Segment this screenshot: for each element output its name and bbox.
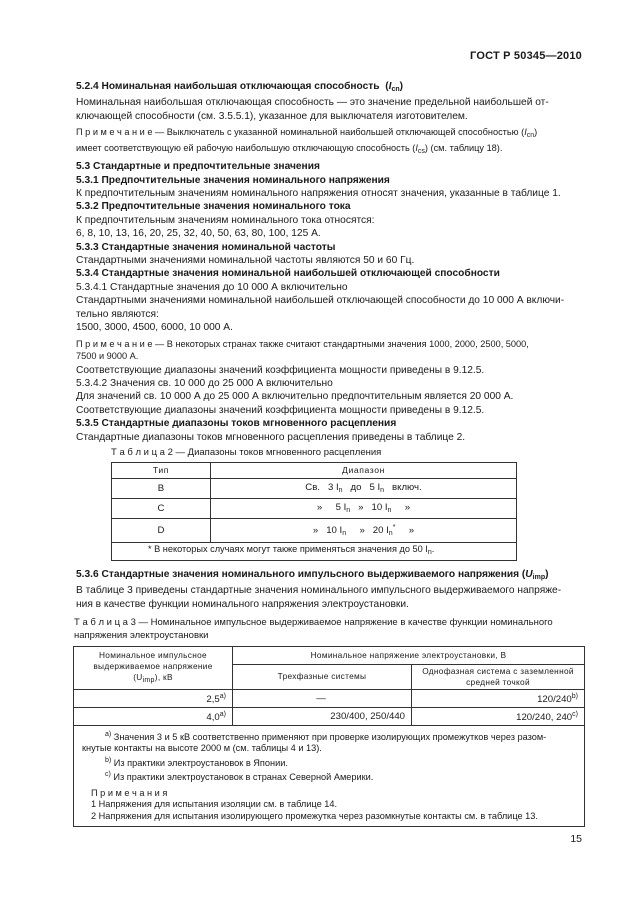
table3-caption xyxy=(74,616,585,643)
range-part-b: до 5 I xyxy=(342,481,381,493)
note-5-2-4 xyxy=(76,126,585,158)
table2-footnote xyxy=(112,543,517,560)
table3-notes-label: П р и м е ч а н и я xyxy=(91,787,168,798)
cell-value: 120/240, 240 xyxy=(516,712,573,724)
section-5-3-5-heading: 5.3.5 Стандартные диапазоны токов мгновенного расцепления xyxy=(76,418,397,430)
table-row xyxy=(74,689,585,707)
table2-range-b xyxy=(211,479,517,499)
para-5-3-2-a: К предпочтительным значениям номинального тока относятся: xyxy=(76,214,375,226)
section-5-3-4-heading: 5.3.4 Стандартные значения номинальной наибольшей отключающей способности xyxy=(76,268,500,280)
head-line3a: (U xyxy=(133,671,143,682)
para-power-factor-2: Соответствующие диапазоны значений коэффициента мощности приведены в 9.12.5. xyxy=(76,404,485,416)
section-5-3-6-heading xyxy=(76,568,585,584)
fn-mark: c) xyxy=(104,771,111,779)
table3-caption-text2: напряжения электроустановки xyxy=(74,630,209,642)
para-5-3-4-1-line1: Стандартными значениями номинальной наибольшей отключающей способности до 10 000 А включи- xyxy=(76,295,565,307)
note-symbol-2: I xyxy=(415,143,418,154)
note-5-3-4-1 xyxy=(76,338,585,362)
range-part-c: включ. xyxy=(384,481,422,493)
para-5-3-4-1-values: 1500, 3000, 4500, 6000, 10 000 А. xyxy=(76,322,233,334)
table3-header-row-1 xyxy=(74,646,585,664)
cell-value: 2,5 xyxy=(206,694,220,706)
table2-caption-label: Т а б л и ц а 2 xyxy=(111,446,173,458)
head-single-line1: Однофазная система с заземленной xyxy=(422,665,574,676)
table3 xyxy=(73,646,585,828)
range-part-c: » xyxy=(395,525,415,537)
section-5-3-3-heading: 5.3.3 Стандартные значения номинальной частоты xyxy=(76,241,336,253)
table2-header-row xyxy=(112,463,517,479)
fn-mark: b) xyxy=(104,756,112,764)
spacer xyxy=(76,561,585,568)
table3-footnote-c xyxy=(82,769,576,784)
fn-text: Из практики электроустановок в Японии. xyxy=(111,757,288,768)
para-power-factor-1: Соответствующие диапазоны значений коэффициента мощности приведены в 9.12.5. xyxy=(76,364,485,376)
table2 xyxy=(111,462,517,560)
range-sub: n xyxy=(380,486,385,494)
para-5-3-4-2: Для значений св. 10 000 А до 25 000 А включительно предпочтительным является 20 000 А. xyxy=(76,391,514,403)
note-text-a: — Выключатель с указанной номинальной наибольшей отключающей способностью ( xyxy=(152,127,525,138)
range-sub: n xyxy=(387,506,392,514)
subsection-5-3-4-2: 5.3.4.2 Значения св. 10 000 до 25 000 А включительно xyxy=(76,377,333,389)
subsection-5-3-4-1: 5.3.4.1 Стандартные значения до 10 000 А включительно xyxy=(76,281,348,293)
table2-caption-text: — Диапазоны токов мгновенного расцепления xyxy=(172,446,382,458)
fn-text: Из практики электроустановок в странах Северной Америки. xyxy=(110,772,374,783)
table3-head-uimp xyxy=(74,646,233,689)
para-5-3-2-b: 6, 8, 10, 13, 16, 20, 25, 32, 40, 50, 63, 80, 100, 125 А. xyxy=(76,228,321,240)
fn-mark: a) xyxy=(104,730,112,738)
range-part-b: » 10 I xyxy=(350,501,388,513)
range-sub: n xyxy=(338,486,343,494)
note-symbol-sub: cn xyxy=(526,132,535,140)
range-part-a: Св. 3 I xyxy=(305,481,339,493)
para-5-3-5: Стандартные диапазоны токов мгновенного расцепления приведены в таблице 2. xyxy=(76,431,466,443)
table3-note-1: 1 Напряжения для испытания изоляции см. в таблице 14. xyxy=(91,799,338,810)
section-5-3-1-heading: 5.3.1 Предпочтительные значения номинального напряжения xyxy=(76,174,390,186)
section-5-3-heading: 5.3 Стандартные и предпочтительные значения xyxy=(76,161,320,173)
head-line3-sub: imp xyxy=(142,676,155,684)
table3-uimp-1 xyxy=(74,689,233,707)
range-sub: n xyxy=(388,530,393,538)
footnote-text: * В некоторых случаях могут также применяться значения до 50 I xyxy=(148,544,428,555)
table3-footnotes-row xyxy=(74,725,585,827)
para-5-2-4-line2: ключающей способности (см. 3.5.5.1), указанное для выключателя изготовителем. xyxy=(76,110,468,122)
standard-header: ГОСТ Р 50345—2010 xyxy=(470,50,582,62)
table2-type-b: В xyxy=(112,479,211,499)
footnote-sub: n xyxy=(427,549,432,557)
table3-head-group: Номинальное напряжение электроустановки, В xyxy=(233,646,585,664)
range-part-a: » 5 I xyxy=(316,501,347,513)
table-row xyxy=(74,707,585,725)
table3-footnote-a xyxy=(82,729,576,755)
range-part-c: » xyxy=(391,501,411,513)
table3-single-2 xyxy=(412,707,585,725)
table2-caption xyxy=(111,446,585,459)
page-number: 15 xyxy=(570,833,582,845)
table2-type-d: D xyxy=(112,519,211,543)
cell-sup: b) xyxy=(571,693,578,701)
symbol-sub: cn xyxy=(391,86,400,93)
note-text-b-end: ) (см. таблицу 18). xyxy=(424,143,503,154)
heading-text: 5.2.4 Номинальная наибольшая отключающая способность xyxy=(76,81,380,92)
symbol-icn: I xyxy=(388,81,392,92)
table2-head-type: Тип xyxy=(112,463,211,479)
para-5-2-4-line1: Номинальная наибольшая отключающая способность — это значение предельной наибольшей от- xyxy=(76,97,549,109)
note-symbol: I xyxy=(524,127,527,138)
range-part-b: » 20 I xyxy=(346,525,389,537)
table3-head-single-phase xyxy=(412,664,585,689)
range-part-a: » 10 I xyxy=(312,525,343,537)
table2-footnote-row xyxy=(112,543,517,560)
head-single-line2: средней точкой xyxy=(466,676,530,687)
heading-text: 5.3.6 Стандартные значения номинального импульсного выдерживаемого напряжения ( xyxy=(76,568,526,580)
table3-three-2: 230/400, 250/440 xyxy=(233,707,412,725)
cell-value: 120/240 xyxy=(537,694,572,706)
fn-text: Значения 3 и 5 кВ соответственно применяют при проверке изолирующих промежутков через разом- xyxy=(111,731,547,742)
cell-value: 4,0 xyxy=(206,712,220,724)
page-content xyxy=(76,80,585,827)
range-sub: n xyxy=(342,530,347,538)
cell-sup: a) xyxy=(219,693,226,701)
table3-three-1: — xyxy=(233,689,412,707)
table3-footnotes xyxy=(74,725,585,827)
head-line2: выдерживаемое напряжение xyxy=(93,660,213,671)
para-5-3-1: К предпочтительным значениям номинального напряжения относят значения, указанные в таблице 1. xyxy=(76,188,561,200)
heading-end: ) xyxy=(545,568,549,580)
para-5-3-6-line1: В таблице 3 приведены стандартные значения номинального импульсного выдерживаемого напряже- xyxy=(76,585,562,597)
para-5-3-3: Стандартными значениями номинальной частоты являются 50 и 60 Гц. xyxy=(76,255,415,267)
table-row xyxy=(112,499,517,519)
range-star: * xyxy=(392,524,396,532)
section-5-2-4-heading: 5.2.4 Номинальная наибольшая отключающая способность $(I_{cn})$ xyxy=(76,81,404,93)
note2-text-b: 7500 и 9000 А. xyxy=(76,350,139,361)
table3-note-2: 2 Напряжения для испытания изолирующего промежутка через разомкнутые контакты см. в таблице 13. xyxy=(91,810,538,821)
fn-text-2: кнутые контакты на высоте 2000 м (см. таблицы 4 и 13). xyxy=(82,743,322,754)
cell-sup: c) xyxy=(572,711,578,719)
note-text-a-end: ) xyxy=(534,127,538,138)
table3-footnote-b xyxy=(82,755,576,770)
table3-uimp-2 xyxy=(74,707,233,725)
table3-caption-text1: — Номинальное импульсное выдерживаемое напряжение в качестве функции номинального xyxy=(135,616,553,628)
footnote-end: . xyxy=(431,544,435,555)
section-5-3-2-heading: 5.3.2 Предпочтительные значения номинального тока xyxy=(76,201,351,213)
table2-range-c xyxy=(211,499,517,519)
table2-head-range: Диапазон xyxy=(211,463,517,479)
table-row xyxy=(112,479,517,499)
note2-text-a: — В некоторых странах также считают стандартными значения 1000, 2000, 2500, 5000, xyxy=(152,338,529,349)
note2-label: П р и м е ч а н и е xyxy=(76,338,153,349)
table3-head-three-phase: Трехфазные системы xyxy=(233,664,412,689)
table3-caption-label: Т а б л и ц а 3 xyxy=(74,616,136,628)
table-row xyxy=(112,519,517,543)
para-5-3-6-line2: ния в качестве функции номинального напряжения электроустановки. xyxy=(76,598,409,610)
cell-sup: a) xyxy=(219,711,226,719)
table3-single-1 xyxy=(412,689,585,707)
table2-range-d xyxy=(211,519,517,543)
symbol-sub: imp xyxy=(532,573,546,581)
table2-type-c: С xyxy=(112,499,211,519)
symbol-uimp: U xyxy=(525,568,533,580)
note-label: П р и м е ч а н и е xyxy=(76,127,153,138)
range-sub: n xyxy=(346,506,351,514)
note-text-b: имеет соответствующую ей рабочую наибольшую отключающую способность ( xyxy=(76,143,416,154)
note-symbol-sub-2: cs xyxy=(417,148,425,156)
head-line3b: ), кВ xyxy=(154,671,173,682)
para-5-3-4-1-line2: тельно являются: xyxy=(76,308,159,320)
head-line1: Номинальное импульсное xyxy=(99,649,207,660)
